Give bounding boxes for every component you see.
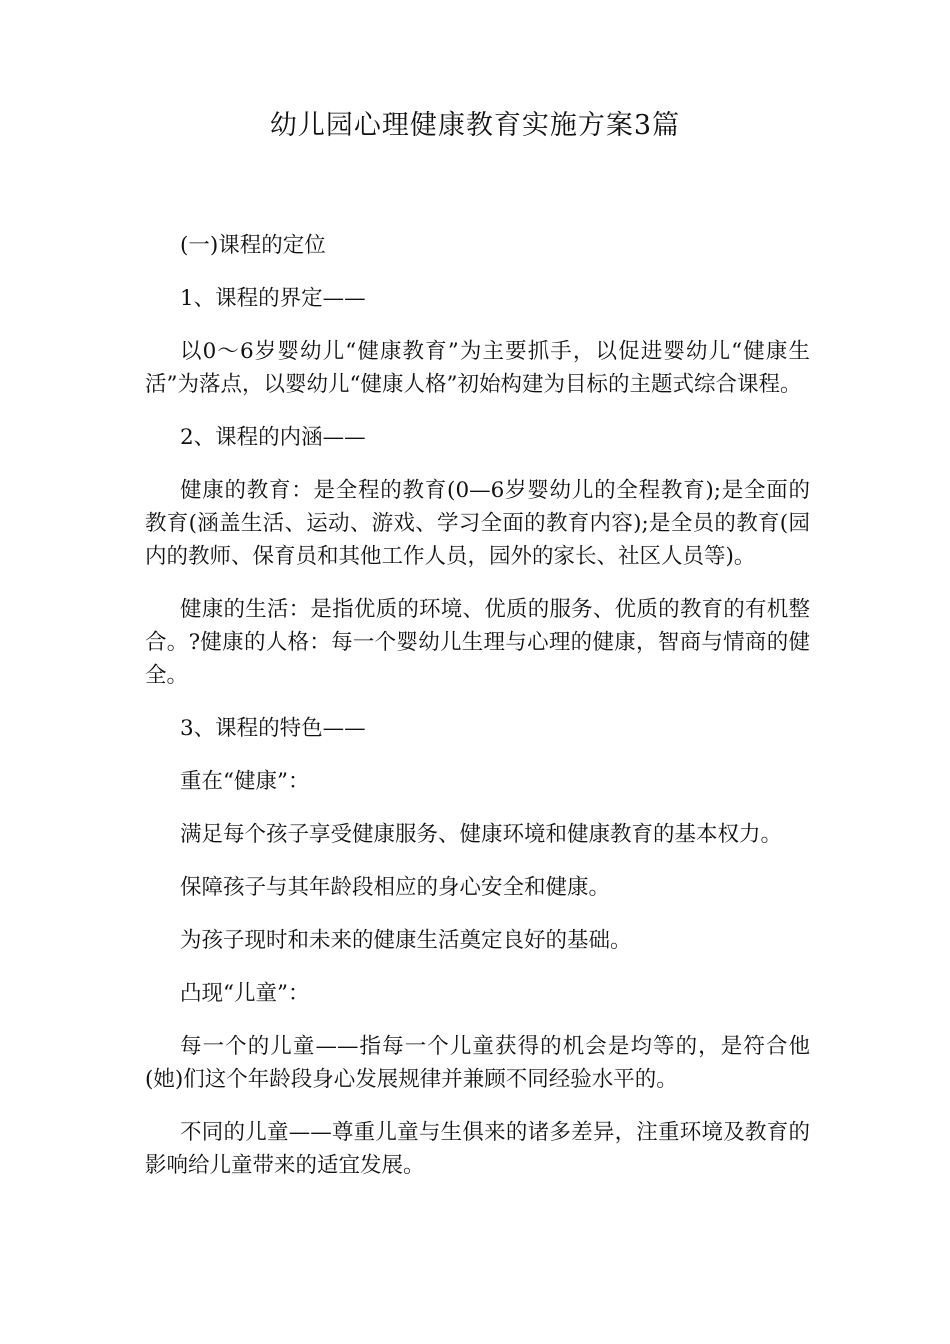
subsection-heading: 2、课程的内涵—— [180,425,366,450]
body-paragraph: 不同的儿童——尊重儿童与生俱来的诸多差异，注重环境及教育的影响给儿童带来的适宜发展。 [145,1120,810,1178]
body-paragraph: 每一个的儿童——指每一个儿童获得的机会是均等的，是符合他(她)们这个年龄段身心发展规律并兼顾不同经验水平的。 [145,1034,810,1092]
body-paragraph: 凸现“儿童”： [180,981,310,1006]
document-body [145,229,810,1202]
subsection-heading: 3、课程的特色—— [180,716,366,741]
body-paragraph: 为孩子现时和未来的健康生活奠定良好的基础。 [180,928,632,953]
body-paragraph: 健康的教育：是全程的教育(0—6岁婴幼儿的全程教育);是全面的教育(涵盖生活、运动、游戏、学习全面的教育内容);是全员的教育(园内的教师、保育员和其他工作人员，园外的家长、社区人员等)。 [145,478,810,569]
body-paragraph: 健康的生活：是指优质的环境、优质的服务、优质的教育的有机整合。?健康的人格：每一个婴幼儿生理与心理的健康，智商与情商的健全。 [145,597,810,688]
body-paragraph: 重在“健康”： [180,769,310,794]
body-paragraph: 以0～6岁婴幼儿“健康教育”为主要抓手，以促进婴幼儿“健康生活”为落点，以婴幼儿“健康人格”初始构建为目标的主题式综合课程。 [145,339,810,397]
document-title: 幼儿园心理健康教育实施方案3篇 [269,110,681,141]
section-heading: (一)课程的定位 [180,233,326,258]
body-paragraph: 满足每个孩子享受健康服务、健康环境和健康教育的基本权力。 [180,822,783,847]
body-paragraph: 保障孩子与其年龄段相应的身心安全和健康。 [180,875,611,900]
subsection-heading: 1、课程的界定—— [180,286,366,311]
